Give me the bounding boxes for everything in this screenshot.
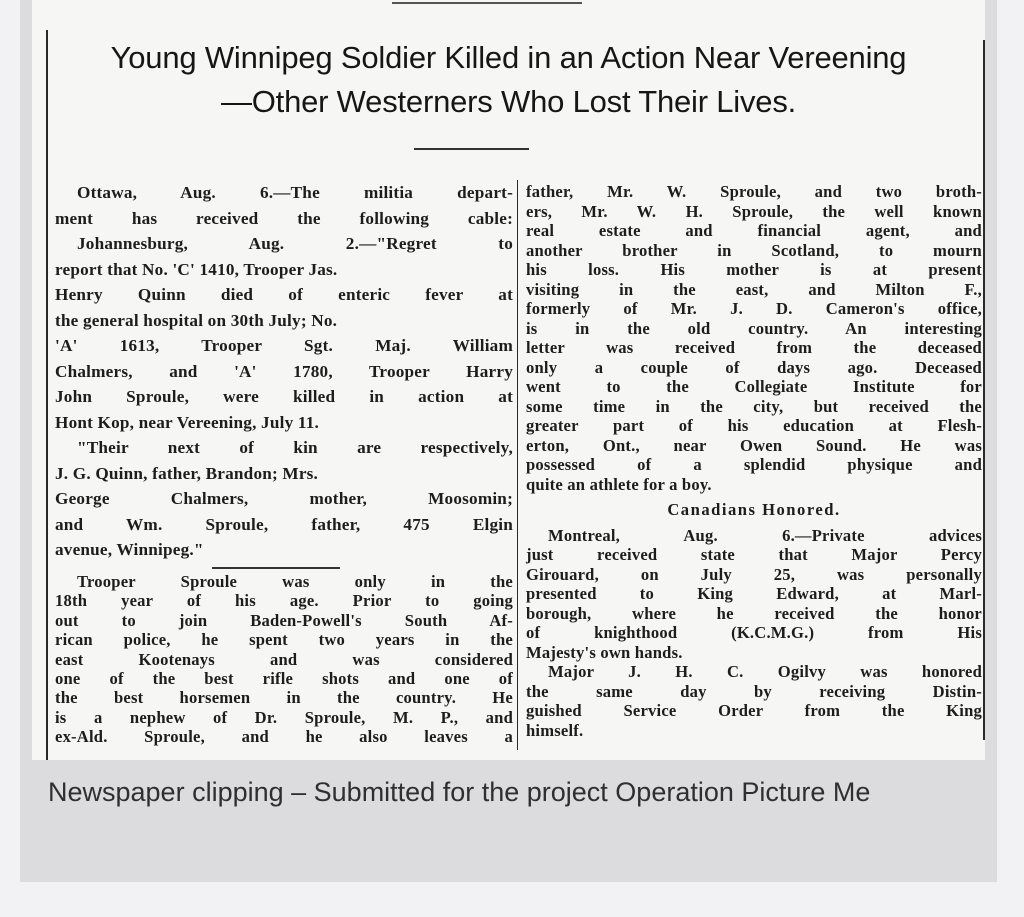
- text-line: east Kootenays and was considered: [55, 649, 513, 669]
- text-line: possessed of a splendid physique and: [526, 455, 982, 474]
- text-line: the best horsemen in the country. He: [55, 688, 513, 708]
- text-line: borough, where he received the honor: [526, 603, 982, 623]
- text-line: his loss. His mother is at present: [526, 260, 982, 279]
- text-line: the same day by receiving Distin-: [526, 681, 982, 701]
- text-line: Major J. H. C. Ogilvy was honored: [548, 662, 982, 681]
- text-line: Montreal, Aug. 6.—Private advices: [548, 525, 982, 545]
- text-line: "Their next of kin are respectively,: [77, 438, 513, 457]
- image-card: [20, 0, 997, 882]
- text-line: another brother in Scotland, to mourn: [526, 240, 982, 260]
- text-line: Johannesburg, Aug. 2.—"Regret to: [77, 234, 513, 253]
- right-border: [983, 40, 985, 740]
- text-line: Girouard, on July 25, was personally: [526, 564, 982, 584]
- image-caption: Newspaper clipping – Submitted for the project Operation Picture Me: [48, 777, 871, 807]
- top-rule: [392, 2, 582, 4]
- right-column: [526, 182, 982, 740]
- text-line: is a nephew of Dr. Sproule, M. P., and: [55, 707, 513, 727]
- left-column: [55, 180, 513, 563]
- text-line: visiting in the east, and Milton F.,: [526, 279, 982, 299]
- text-line: one of the best rifle shots and one of: [55, 669, 513, 689]
- text-line: guished Service Order from the King: [526, 701, 982, 720]
- subheading: Canadians Honored.: [667, 500, 841, 519]
- headline: [32, 36, 985, 124]
- text-line: report that No. 'C' 1410, Trooper Jas.: [55, 259, 338, 279]
- text-line: quite an athlete for a boy.: [526, 474, 712, 494]
- text-line: went to the Collegiate Institute for: [526, 377, 982, 396]
- text-line: letter was received from the deceased: [526, 338, 982, 357]
- text-line: John Sproule, were killed in action at: [55, 387, 513, 406]
- headline-line-2: —Other Westerners Who Lost Their Lives.: [220, 84, 797, 119]
- text-line: Trooper Sproule was only in the: [77, 572, 513, 591]
- text-line: of knighthood (K.C.M.G.) from His: [526, 623, 982, 642]
- text-line: Ottawa, Aug. 6.—The militia depart-: [77, 183, 513, 202]
- text-line: erton, Ont., near Owen Sound. He was: [526, 435, 982, 455]
- text-line: Majesty's own hands.: [526, 642, 683, 662]
- text-line: father, Mr. W. Sproule, and two broth-: [526, 182, 982, 201]
- section-rule: [212, 567, 340, 569]
- text-line: ment has received the following cable:: [55, 208, 513, 228]
- text-line: Chalmers, and 'A' 1780, Trooper Harry: [55, 361, 513, 381]
- column-divider: [517, 180, 518, 750]
- text-line: and Wm. Sproule, father, 475 Elgin: [55, 514, 513, 534]
- left-border: [46, 30, 48, 760]
- text-line: himself.: [526, 720, 584, 740]
- text-line: ers, Mr. W. H. Sproule, the well known: [526, 201, 982, 221]
- text-line: Henry Quinn died of enteric fever at: [55, 285, 513, 304]
- headline-line-1: Young Winnipeg Soldier Killed in an Action Near Vereening: [110, 40, 907, 75]
- text-line: greater part of his education at Flesh-: [526, 416, 982, 435]
- text-line: some time in the city, but received the: [526, 396, 982, 416]
- text-line: avenue, Winnipeg.": [55, 540, 204, 559]
- text-line: formerly of Mr. J. D. Cameron's office,: [526, 299, 982, 318]
- text-line: just received state that Major Percy: [526, 545, 982, 564]
- text-line: rican police, he spent two years in the: [55, 630, 513, 650]
- text-line: is in the old country. An interesting: [526, 318, 982, 338]
- text-line: ex-Ald. Sproule, and he also leaves a: [55, 727, 513, 747]
- text-line: the general hospital on 30th July; No.: [55, 310, 338, 330]
- text-line: real estate and financial agent, and: [526, 221, 982, 240]
- text-line: 18th year of his age. Prior to going: [55, 591, 513, 611]
- text-line: George Chalmers, mother, Moosomin;: [55, 489, 513, 508]
- text-line: 'A' 1613, Trooper Sgt. Maj. William: [55, 336, 513, 355]
- text-line: presented to King Edward, at Marl-: [526, 584, 982, 603]
- newspaper-clipping-image: [32, 0, 985, 760]
- left-column-continued: [55, 572, 513, 747]
- text-line: Hont Kop, near Vereening, July 11.: [55, 412, 320, 432]
- text-line: only a couple of days ago. Deceased: [526, 357, 982, 377]
- text-line: J. G. Quinn, father, Brandon; Mrs.: [55, 463, 319, 483]
- headline-rule: [414, 148, 529, 150]
- text-line: out to join Baden-Powell's South Af-: [55, 610, 513, 630]
